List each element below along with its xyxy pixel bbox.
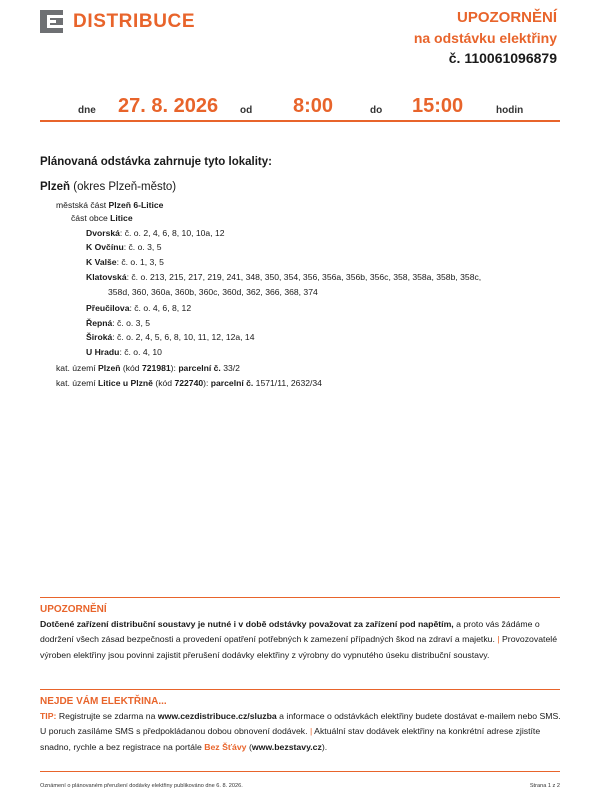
publication-note: Oznámení o plánovaném přerušení dodávky elektřiny publikováno dne 6. 8. 2026. <box>40 783 243 789</box>
notice-number: č. 110061096879 <box>448 50 557 66</box>
day-label: dne <box>78 105 96 116</box>
tip-text: TIP: Registrujte se zdarma na www.cezdistribuce.cz/sluzba a informace o odstávkách elektřiny budete dostávat e-mailem nebo SMS. U poruch zasíláme SMS s předpokládanou dobou obnovení dodávek. | Aktuální stav dodávek elektřiny na konkrétní adrese zjistíte snadno, rychle a bez registrace na portále Bez Šťávy (www.bezstavy.cz). <box>40 711 561 752</box>
street-item: Klatovská: č. o. 213, 215, 217, 219, 241, 348, 350, 354, 356, 356a, 356b, 356c, 358, 358a, 358b, 358c, <box>86 272 482 282</box>
to-label: do <box>370 105 383 116</box>
registration-link[interactable]: www.cezdistribuce.cz/sluzba <box>157 711 277 721</box>
to-time: 15:00 <box>412 95 464 117</box>
locations-lead: Plánovaná odstávka zahrnuje tyto lokality: <box>40 156 272 168</box>
city-heading: Plzeň (okres Plzeň-město) <box>40 181 177 193</box>
outage-dateline <box>40 95 560 122</box>
hours-label: hodin <box>496 105 524 116</box>
street-item: K Ovčínu: č. o. 3, 5 <box>86 242 162 252</box>
street-item: Dvorská: č. o. 2, 4, 6, 8, 10, 10a, 12 <box>86 228 225 238</box>
cez-logo-icon <box>40 10 63 33</box>
notice-subtitle: na odstávku elektřiny <box>413 30 557 46</box>
brand-logo <box>40 10 195 33</box>
street-item-continued: 358d, 360, 360a, 360b, 360c, 360d, 362, 366, 368, 374 <box>108 287 318 297</box>
street-item: Široká: č. o. 2, 4, 5, 6, 8, 10, 11, 12, 12a, 14 <box>86 332 255 342</box>
tip-title: NEJDE VÁM ELEKTŘINA... <box>40 696 167 707</box>
street-item: Řepná: č. o. 3, 5 <box>86 318 151 328</box>
street-item: U Hradu: č. o. 4, 10 <box>86 347 162 357</box>
warning-text: Dotčené zařízení distribuční soustavy je nutné i v době odstávky považovat za zařízení pod napětím, a proto vás žádáme o dodržení všech zásad bezpečnosti a provedení opatření potřebných k zamezení případných škod na zdraví a majetku. | Provozovatelé výroben elektřiny jsou povinni zajistit přerušení dodávky elektřiny z výrobny do vypnutého úseku distribuční soustavy. <box>40 619 558 660</box>
city-part: městská část Plzeň 6-Litice <box>56 200 164 210</box>
warning-title: UPOZORNĚNÍ <box>40 604 107 615</box>
notice-title: UPOZORNĚNÍ <box>456 9 557 26</box>
section-divider <box>40 597 560 598</box>
page-number: Strana 1 z 2 <box>529 783 560 789</box>
notice-header <box>414 8 557 68</box>
brand-name: DISTRIBUCE <box>73 10 196 32</box>
outage-date: 27. 8. 2026 <box>118 95 219 117</box>
municipality-part: část obce Litice <box>71 213 133 223</box>
footer-divider <box>40 771 560 772</box>
street-item: Přeučilova: č. o. 4, 6, 8, 12 <box>86 303 192 313</box>
street-item: K Valše: č. o. 1, 3, 5 <box>86 257 164 267</box>
cadastral-item: kat. území Litice u Plzně (kód 722740): parcelní č. 1571/11, 2632/34 <box>56 378 322 388</box>
page-footer <box>40 783 560 789</box>
cadastral-item: kat. území Plzeň (kód 721981): parcelní č. 33/2 <box>56 363 240 373</box>
from-time: 8:00 <box>293 95 334 117</box>
portal-link[interactable]: www.bezstavy.cz <box>251 741 322 752</box>
portal-name[interactable]: Bez Šťávy <box>204 741 247 752</box>
section-divider <box>40 689 560 690</box>
from-label: od <box>240 105 253 116</box>
